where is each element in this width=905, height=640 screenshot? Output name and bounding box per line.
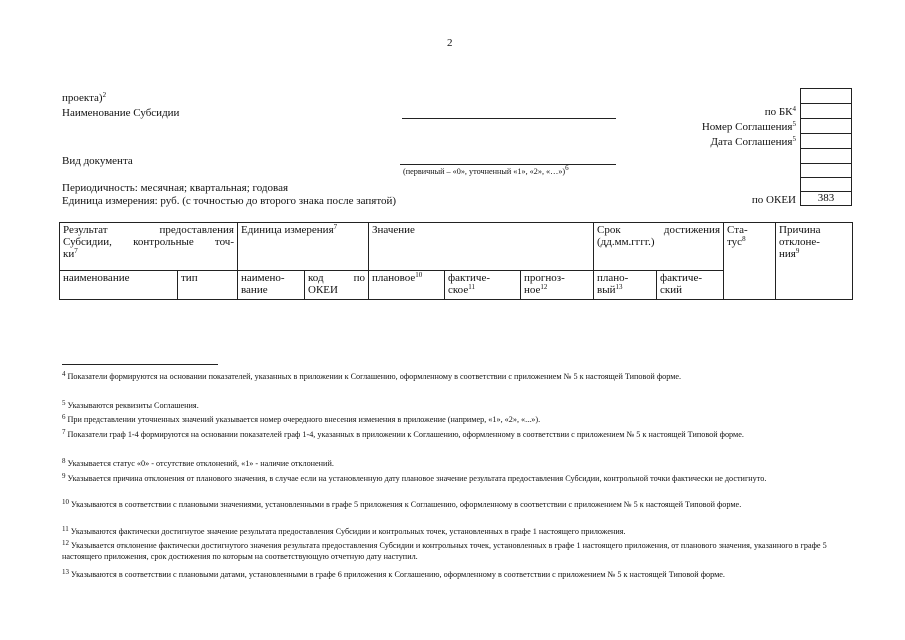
reason-header-line-3: ния xyxy=(779,248,796,260)
footnote-9-num: 9 xyxy=(62,472,66,480)
footnote-7-num: 7 xyxy=(62,428,66,436)
footnote-9 xyxy=(62,471,850,484)
bk-box xyxy=(800,103,852,119)
status-header-line-1: Ста- xyxy=(727,224,748,236)
doc-type-hint-text: (первичный – «0», уточненный «1», «2», «…») xyxy=(403,167,566,176)
footnote-13-text: Указываются в соответствии с плановыми датами, установленными в графе 6 приложения к Соглашению, оформленному в соответствии с приложением № 5 к настоящей Типовой форме. xyxy=(71,570,725,579)
bk-label xyxy=(765,106,796,119)
report-table xyxy=(59,222,853,300)
footnote-6-num: 6 xyxy=(62,413,66,421)
sub-plan-date-line-1: плано- xyxy=(597,272,629,284)
footnote-12 xyxy=(62,538,850,562)
sub-unit-name xyxy=(238,271,305,300)
footnote-8 xyxy=(62,456,850,469)
footnote-11-text: Указываются фактически достигнутое значение результата предоставления Субсидии и контрольных точек, установленных в графе 1 настоящего приложения. xyxy=(70,527,626,536)
agreement-number-text: Номер Соглашения xyxy=(701,121,793,133)
result-header-sup: 7 xyxy=(74,247,78,255)
sub-forecast-line-2: ное xyxy=(524,284,541,296)
okei-label: по ОКЕИ xyxy=(751,194,796,206)
sub-fact-date-line-2: ский xyxy=(660,284,683,296)
sub-actual-line-2: ское xyxy=(448,284,469,296)
sub-forecast xyxy=(521,271,594,300)
agreement-number-sup: 5 xyxy=(792,120,796,128)
sub-planned-text: плановое xyxy=(372,272,416,284)
result-header-line-2: Субсидии, контрольные точ- xyxy=(63,236,234,248)
sub-plan-date-line-2: вый xyxy=(597,284,616,296)
footnote-10-num: 10 xyxy=(62,498,69,506)
deadline-header-line-2: (дд.мм.гггг.) xyxy=(597,236,655,248)
reason-header-line-2: отклоне- xyxy=(779,236,820,248)
unit-label: Единица измерения: руб. (с точностью до второго знака после запятой) xyxy=(62,195,397,207)
sub-fact-date-line-1: фактиче- xyxy=(660,272,702,284)
footnote-12-text: Указывается отклонение фактически достигнутого значения результата предоставления Субсидии и контрольных точек, установленных в графе 1 настоящего приложения, от планового значения, указанного в графе 5 настоящего приложения, срок достижения по которым на соответствующую отчетную дату наступил. xyxy=(62,541,827,561)
reason-header-sup: 9 xyxy=(795,247,800,255)
periodicity: Периодичность: месячная; квартальная; годовая xyxy=(62,182,289,194)
result-header-line-1: Результат предоставления xyxy=(63,224,234,236)
sub-plan-date-sup: 13 xyxy=(615,283,623,291)
sub-forecast-sup: 12 xyxy=(540,283,548,291)
sub-unit-name-line-1: наимено- xyxy=(241,272,285,284)
footnote-5 xyxy=(62,398,850,411)
footnote-13 xyxy=(62,567,850,580)
footnote-11-num: 11 xyxy=(62,525,69,533)
agreement-date-label xyxy=(710,136,796,149)
doc-type-label: Вид документа xyxy=(62,155,133,167)
sub-plan-date xyxy=(594,271,657,300)
sub-okei xyxy=(305,271,369,300)
sub-fact-date xyxy=(657,271,724,300)
footnote-12-num: 12 xyxy=(62,539,69,547)
periodicity-box xyxy=(800,177,852,192)
footnote-7 xyxy=(62,427,850,440)
footnote-13-num: 13 xyxy=(62,568,69,576)
result-header-line-3: ки xyxy=(63,248,75,260)
unit-header-sup: 7 xyxy=(333,223,338,231)
sub-actual xyxy=(445,271,521,300)
reason-header xyxy=(776,223,853,300)
sub-type: тип xyxy=(178,271,238,300)
code-box-empty-1 xyxy=(800,148,852,164)
deadline-header xyxy=(594,223,724,271)
sub-actual-sup: 11 xyxy=(468,283,475,291)
status-header-line-2: тус xyxy=(727,236,743,248)
sub-planned xyxy=(369,271,445,300)
reason-header-line-1: Причина xyxy=(779,224,821,236)
project-suffix-text: проекта) xyxy=(62,92,103,104)
deadline-header-line-1: Срок достижения xyxy=(597,224,721,236)
footnote-6 xyxy=(62,412,850,425)
sub-planned-sup: 10 xyxy=(415,271,423,279)
agreement-number-label xyxy=(702,121,796,134)
footnote-4 xyxy=(62,369,850,382)
sub-okei-line-2: ОКЕИ xyxy=(308,284,338,296)
sub-forecast-line-1: прогноз- xyxy=(524,272,565,284)
footnote-5-text: Указываются реквизиты Соглашения. xyxy=(67,401,199,410)
footnote-9-text: Указывается причина отклонения от планового значения, в случае если на установленную дату плановое значение результата предоставления Субсидии, контрольной точки фактически не достигнуто. xyxy=(67,474,767,483)
agreement-number-box xyxy=(800,118,852,134)
sub-name: наименование xyxy=(60,271,178,300)
sub-okei-line-1: код по xyxy=(308,272,366,284)
page-number: 2 xyxy=(447,37,453,49)
agreement-date-text: Дата Соглашения xyxy=(710,136,793,148)
subsidy-name-label: Наименование Субсидии xyxy=(62,107,180,119)
footnote-8-num: 8 xyxy=(62,457,66,465)
agreement-date-sup: 5 xyxy=(792,135,796,143)
code-box-top xyxy=(800,88,852,104)
agreement-date-box xyxy=(800,133,852,149)
footnote-8-text: Указывается статус «0» - отсутствие отклонений, «1» - наличие отклонений. xyxy=(67,459,334,468)
status-header-sup: 8 xyxy=(742,235,746,243)
footnote-4-num: 4 xyxy=(62,370,66,378)
unit-header-text: Единица измерения xyxy=(241,224,334,236)
table-header-row xyxy=(60,223,853,271)
sub-unit-name-line-2: вание xyxy=(241,284,268,296)
result-header xyxy=(60,223,238,271)
footnote-separator xyxy=(62,364,218,365)
project-suffix xyxy=(62,92,106,105)
doc-type-line xyxy=(400,164,616,165)
doc-type-hint-sup: 6 xyxy=(565,164,569,172)
status-header xyxy=(724,223,776,300)
footnote-10-text: Указываются в соответствии с плановыми значениями, установленными в графе 5 приложения к Соглашению, оформленному в соответствии с приложением № 5 к настоящей Типовой форме. xyxy=(71,500,742,509)
footnote-10 xyxy=(62,497,850,510)
subsidy-name-line xyxy=(402,118,616,119)
footnote-5-num: 5 xyxy=(62,399,66,407)
bk-sup: 4 xyxy=(792,105,796,113)
footnote-6-text: При представлении уточненных значений указывается номер очередного внесения изменения в приложение (например, «1», «2», «...»). xyxy=(67,415,541,424)
bk-label-text: по БК xyxy=(764,106,793,118)
doc-type-hint xyxy=(403,166,569,177)
footnote-7-text: Показатели граф 1-4 формируются на основании показателей граф 1-4, указанных в приложении к Соглашению, оформленному в соответствии с приложением № 5 к настоящей Типовой форме. xyxy=(67,430,744,439)
footnote-4-text: Показатели формируются на основании показателей, указанных в приложении к Соглашению, оформленному в соответствии с приложением № 5 к настоящей Типовой форме. xyxy=(67,372,682,381)
doc-type-box xyxy=(800,163,852,178)
value-header: Значение xyxy=(369,223,594,271)
project-sup: 2 xyxy=(102,91,107,99)
sub-actual-line-1: фактиче- xyxy=(448,272,490,284)
okei-box: 383 xyxy=(800,191,852,206)
unit-header xyxy=(238,223,369,271)
footnote-11 xyxy=(62,524,850,537)
